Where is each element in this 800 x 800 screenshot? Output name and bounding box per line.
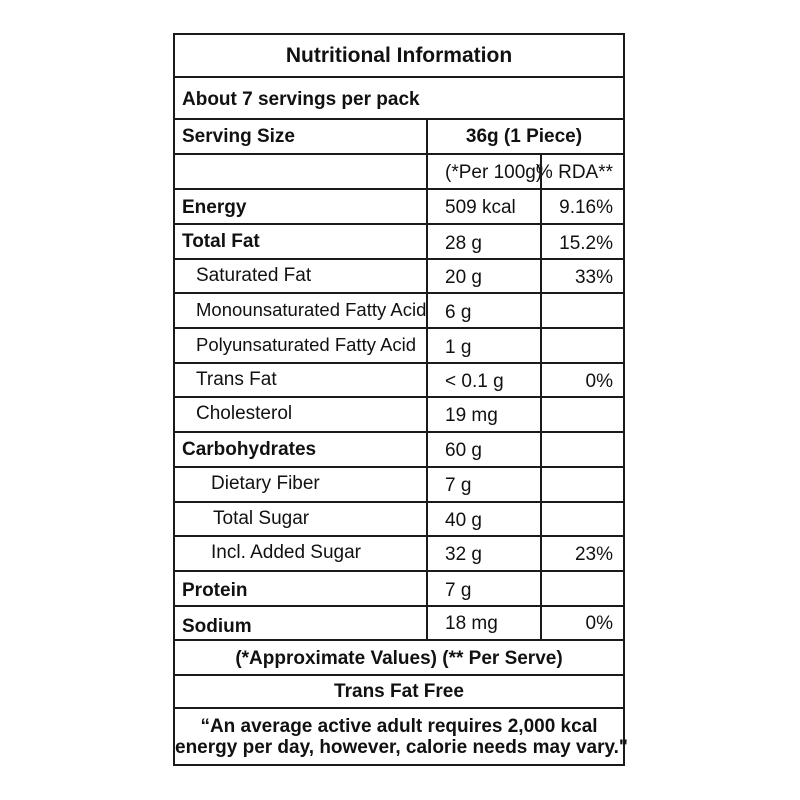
nutrient-row-dietary-fiber bbox=[175, 468, 623, 503]
serving-size-value: 36g (1 Piece) bbox=[465, 126, 583, 147]
nutrient-rda: 33% bbox=[574, 267, 613, 288]
nutrient-value: 18 mg bbox=[445, 613, 498, 634]
nutrient-row-polyunsaturated bbox=[175, 329, 623, 364]
nutrient-value: 7 g bbox=[445, 580, 472, 601]
servings-row bbox=[175, 78, 623, 120]
nutrient-name: Total Sugar bbox=[213, 508, 310, 529]
footnote-text: (*Approximate Values) (** Per Serve) bbox=[235, 648, 563, 669]
nutrient-name: Saturated Fat bbox=[196, 265, 312, 286]
nutrition-panel bbox=[173, 33, 628, 766]
title-row bbox=[175, 35, 623, 78]
nutrient-value: 28 g bbox=[445, 233, 482, 254]
nutrient-name: Trans Fat bbox=[196, 369, 277, 390]
nutrient-value: 6 g bbox=[445, 302, 472, 323]
nutrient-value: 32 g bbox=[445, 544, 482, 565]
nutrient-row-cholesterol bbox=[175, 398, 623, 433]
nutrient-value: 1 g bbox=[445, 337, 472, 358]
nutrient-value: 40 g bbox=[445, 510, 482, 531]
serving-size-label: Serving Size bbox=[182, 126, 295, 147]
nutrient-value: 7 g bbox=[445, 475, 472, 496]
nutrient-name: Polyunsaturated Fatty Acid bbox=[196, 334, 417, 355]
nutrient-row-carbohydrates bbox=[175, 433, 623, 468]
column-divider-value bbox=[426, 120, 428, 641]
nutrient-name: Monounsaturated Fatty Acid bbox=[196, 299, 427, 320]
footnote-row bbox=[175, 641, 623, 676]
nutrient-row-sodium bbox=[175, 607, 623, 641]
nutrient-name: Sodium bbox=[182, 616, 252, 637]
nutrient-value: 19 mg bbox=[445, 405, 498, 426]
column-header-row bbox=[175, 155, 623, 190]
nutrient-row-total-sugar bbox=[175, 503, 623, 537]
nutrient-value: 20 g bbox=[445, 267, 482, 288]
nutrient-name: Cholesterol bbox=[196, 403, 293, 424]
nutrient-name: Dietary Fiber bbox=[211, 473, 320, 494]
nutrient-name: Protein bbox=[182, 580, 248, 601]
nutrient-value: 60 g bbox=[445, 440, 482, 461]
panel-title: Nutritional Information bbox=[285, 44, 513, 67]
advice-line-1: “An average active adult requires 2,000 kcal bbox=[200, 716, 598, 737]
claim-row bbox=[175, 676, 623, 709]
nutrient-rda: 23% bbox=[574, 544, 613, 565]
rda-header: % RDA** bbox=[535, 162, 613, 183]
column-divider-rda bbox=[540, 155, 542, 641]
nutrient-name: Energy bbox=[182, 197, 247, 218]
nutrient-name: Carbohydrates bbox=[182, 439, 317, 460]
nutrient-row-monounsaturated bbox=[175, 294, 623, 329]
nutrient-row-trans-fat bbox=[175, 364, 623, 398]
nutrient-rda: 0% bbox=[585, 371, 613, 392]
nutrient-value: < 0.1 g bbox=[445, 371, 504, 392]
nutrient-row-protein bbox=[175, 572, 623, 607]
nutrient-row-total-fat bbox=[175, 225, 623, 260]
nutrient-row-saturated-fat bbox=[175, 260, 623, 294]
nutrient-rda: 9.16% bbox=[559, 197, 613, 218]
serving-size-row bbox=[175, 120, 623, 155]
nutrient-row-energy bbox=[175, 190, 623, 225]
nutrient-rda: 15.2% bbox=[559, 233, 613, 254]
nutrient-name: Total Fat bbox=[182, 231, 260, 252]
advice-line-2: energy per day, however, calorie needs may vary." bbox=[175, 737, 628, 758]
nutrient-row-added-sugar bbox=[175, 537, 623, 572]
nutrient-name: Incl. Added Sugar bbox=[211, 542, 361, 563]
per-100g-header: (*Per 100g) bbox=[445, 162, 543, 183]
nutrient-value: 509 kcal bbox=[445, 197, 516, 218]
servings-per-pack: About 7 servings per pack bbox=[182, 89, 420, 110]
nutrient-rda: 0% bbox=[585, 613, 613, 634]
trans-fat-free-claim: Trans Fat Free bbox=[334, 681, 464, 702]
advice-row bbox=[175, 709, 628, 763]
